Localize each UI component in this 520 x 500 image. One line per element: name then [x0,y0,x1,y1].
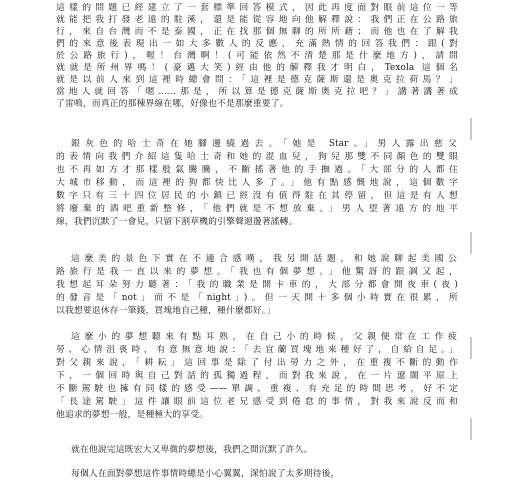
text-line: 大城市移動，而這裡的狗都快比人多了。」他有點感慨地說，這個數字 [56,178,458,188]
text-line: 們的來意後表現出一如大多數人的反應，充滿熱情的回答我們：跟(對 [56,39,458,49]
text-line: 線，我們沉默了一會兒，只留下割草機的引擎聲迴盪著謠轉。 [56,217,298,227]
text-line: 就能把我打發老遠的駐溪，還是能從容地向他解釋說：我們正在公路旅 [56,15,458,25]
text-line: 了雷鳴，而真正的那棟界線在哪，好像也不是那麼重要了。 [56,99,289,109]
text-line: 當地人就回答「嗯……那是，所以算是德克薩斯奧克拉吧？」講著講著成 [56,87,458,97]
text-line: 數字只有三十四位居民的小鎮已經沒有值得駐在其停留，但這是有人想 [56,191,458,201]
text-line: 的發音是「not」而不是「night」)。但一天開十多個小時實在很累，所 [56,293,458,303]
text-line: 的表情向我們介紹這隻哈士奇和她的混血兒，狗兒那雙不同顏色的雙眼 [56,152,458,162]
text-line: 就在他說完這既宏大又卑微的夢想後，我們之間沉默了許久。 [71,445,313,455]
text-line: 這麼小的夢想聽來有點耳熟，在自己小的時候，父親便常在工作疲 [71,332,457,342]
text-line: 「長途駕駛」這件讓眼前這位老兄感受到倦怠的事情，對我來說反而和 [56,397,458,407]
text-line: 這樣的問題已經建立了一套標準回答模式，因此再度面對眼前這位一等 [56,3,458,13]
text-line: 勞、心情沮喪時，有意無意地說：「去宜蘭買塊地來種好了，自給自足。」 [56,345,458,355]
text-line: 以我想要退休存一筆錢，買塊地自己種，種什麼都好。」 [56,306,276,316]
text-line: 下，一個回時與自己對話的孤獨過程，而對我來說，在一片遼闊平原上 [56,371,458,381]
text-line: 銀灰色的哈士奇在她腳邊繞過去。「她是 Star。」男人露出慈父 [71,139,457,149]
text-line: 每個人在面對夢想這件事情時總是小心翼翼，深怕說了太多期待後， [71,469,340,479]
text-line: 也不再如方才那樣般氣騰騰，不斷搖著他的手撫過。「大部分的人都住 [56,165,458,175]
text-line: 於公路旅行)，喔！台灣啊！(可能依然不清楚那是什麼地方)，請問 [56,51,458,61]
text-line: 這麼美的景色下實在不適合感嘆，我另開話題，和她說聊起美國公 [71,254,457,264]
text-line: 就是以前人來到這裡時總會問：「這裡是德克薩斯還是奧克拉荷馬？」 [56,75,458,85]
page-edge-mark [470,337,472,359]
text-line: 路旅行是我一直以來的夢想。「我也有個夢想。」他驚訝的跟調又起， [56,267,458,277]
text-line: 不斷駕駛也擁有同樣的感受——單調、重複、有充足的時間思考，好不定 [56,384,458,394]
text-line: 就就是所州界嗎！(豪邁大笑)經由他的解釋我才明白，Texola 這個名 [56,63,458,73]
text-line: 我想起耳朵努力聽著：「我的職業是開卡車的，大部分都會開夜車(夜) [56,280,458,290]
page-edge-mark [470,418,472,440]
page-edge-mark [470,232,472,254]
text-line: 將廢棄的酒吧重新整修，「他們就是不想放棄。」男人望著遠方的地平 [56,204,458,214]
text-line: 行，來自台灣而不是泰國，正在找那個無聊的所所藉；而他也在了解我 [56,27,458,37]
text-line: 對父親來說，「耕耘」這回事是除了付出勞力之外，在重複不斷的動作 [56,358,458,368]
page-edge-mark [470,118,472,140]
text-line: 他追求的夢想一般，是種極大的享受。 [56,410,209,420]
